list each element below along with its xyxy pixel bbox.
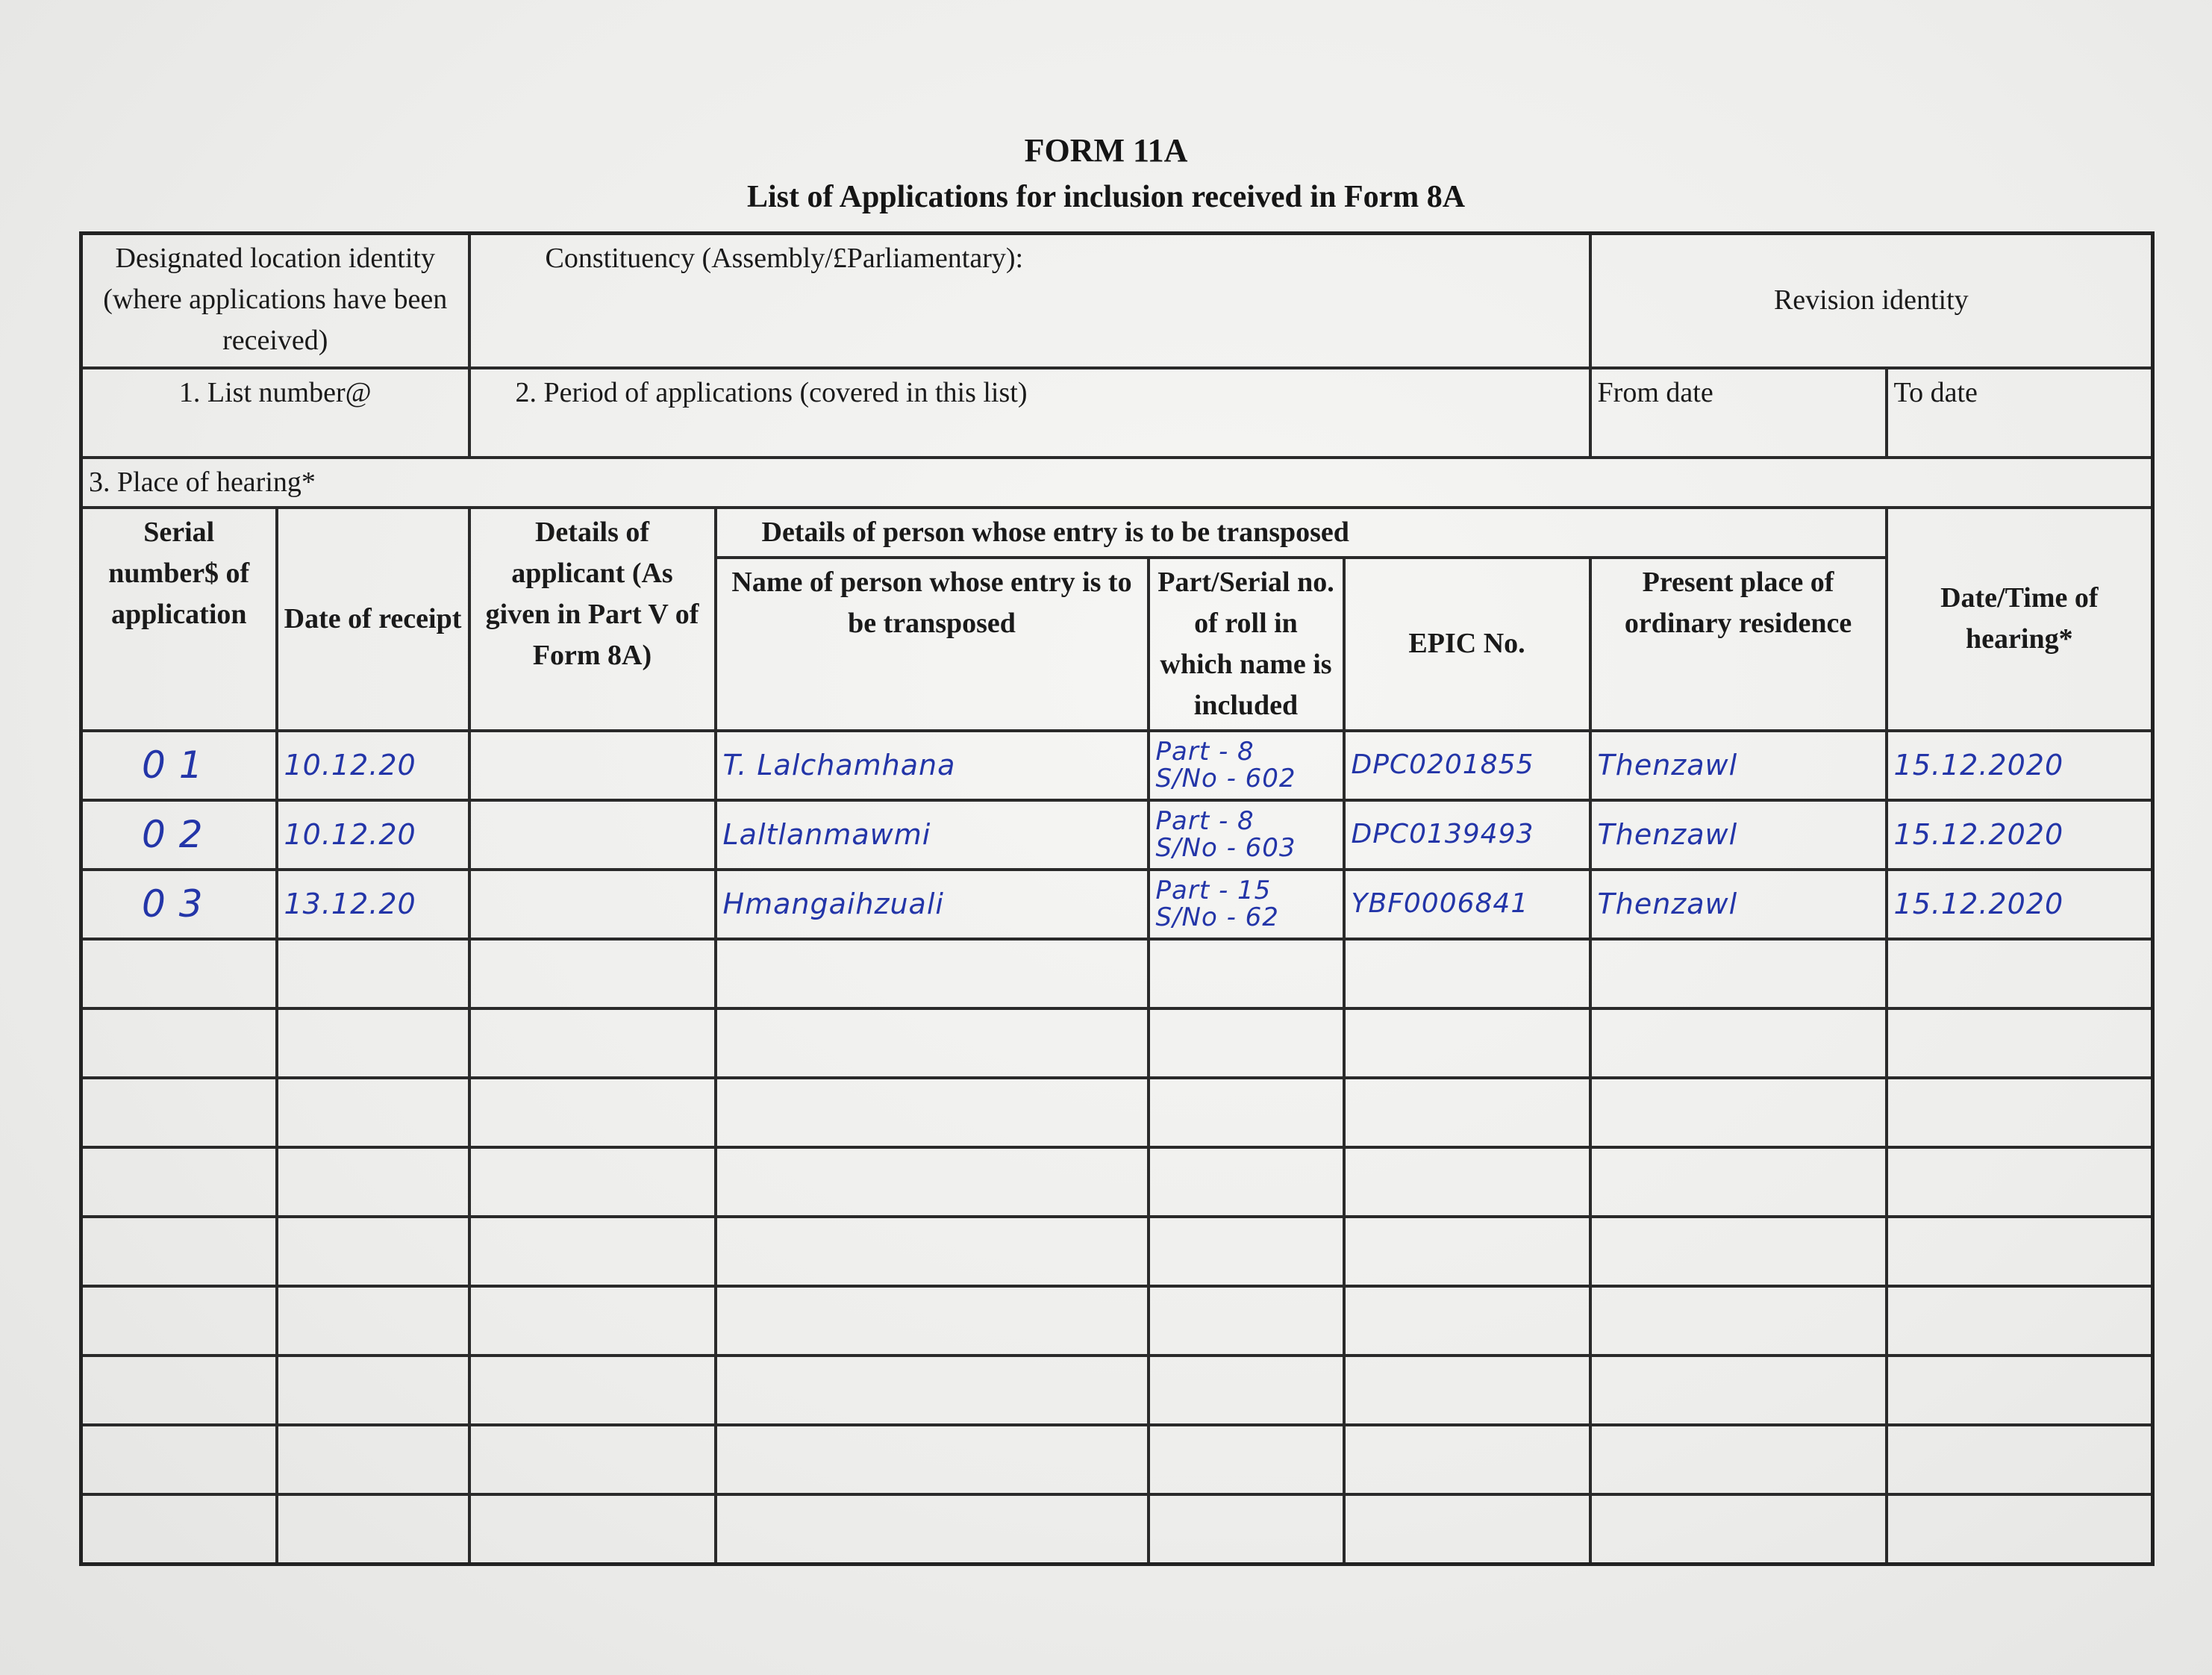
cell-name: Hmangaihzuali bbox=[716, 870, 1149, 939]
empty-row bbox=[81, 1147, 2153, 1217]
empty-row bbox=[81, 1425, 2153, 1494]
empty-row bbox=[81, 1286, 2153, 1356]
cell-date-receipt: 13.12.20 bbox=[277, 870, 469, 939]
cell-part-serial bbox=[1149, 870, 1344, 939]
empty-cell bbox=[277, 1217, 469, 1286]
empty-cell bbox=[1590, 1356, 1887, 1425]
empty-cell bbox=[1344, 1147, 1590, 1217]
serial-in-roll: S/No - 602 bbox=[1155, 763, 1296, 793]
cell-residence: Thenzawl bbox=[1590, 731, 1887, 800]
empty-cell bbox=[81, 1147, 277, 1217]
empty-cell bbox=[469, 1425, 716, 1494]
empty-cell bbox=[81, 1217, 277, 1286]
cell-serial: 01 bbox=[81, 731, 277, 800]
cell-date-receipt: 10.12.20 bbox=[277, 731, 469, 800]
constituency-label: Constituency (Assembly/£Parliamentary): bbox=[469, 234, 1590, 368]
empty-row bbox=[81, 1008, 2153, 1078]
empty-cell bbox=[1344, 1078, 1590, 1147]
empty-cell bbox=[716, 1286, 1149, 1356]
empty-cell bbox=[1887, 1286, 2153, 1356]
empty-cell bbox=[1590, 1286, 1887, 1356]
empty-cell bbox=[1149, 1286, 1344, 1356]
empty-cell bbox=[469, 1217, 716, 1286]
empty-cell bbox=[716, 1078, 1149, 1147]
empty-cell bbox=[469, 1008, 716, 1078]
cell-applicant bbox=[469, 731, 716, 800]
empty-cell bbox=[469, 1147, 716, 1217]
cell-applicant bbox=[469, 870, 716, 939]
empty-cell bbox=[469, 939, 716, 1008]
cell-residence: Thenzawl bbox=[1590, 870, 1887, 939]
table-row bbox=[81, 731, 2153, 800]
empty-cell bbox=[81, 1078, 277, 1147]
cell-epic: DPC0139493 bbox=[1344, 800, 1590, 870]
cell-hearing: 15.12.2020 bbox=[1887, 870, 2153, 939]
empty-cell bbox=[277, 1425, 469, 1494]
empty-cell bbox=[1590, 1494, 1887, 1564]
empty-cell bbox=[81, 1425, 277, 1494]
empty-cell bbox=[1887, 1008, 2153, 1078]
empty-cell bbox=[1344, 1286, 1590, 1356]
place-of-hearing-label: 3. Place of hearing* bbox=[81, 458, 2153, 508]
empty-cell bbox=[1887, 939, 2153, 1008]
empty-cell bbox=[469, 1286, 716, 1356]
empty-cell bbox=[1149, 1147, 1344, 1217]
cell-epic: YBF0006841 bbox=[1344, 870, 1590, 939]
empty-cell bbox=[81, 1008, 277, 1078]
empty-cell bbox=[1344, 1008, 1590, 1078]
col-applicant: Details of applicant (As given in Part V of Form 8A) bbox=[469, 508, 716, 731]
empty-cell bbox=[1887, 1356, 2153, 1425]
col-part-serial: Part/Serial no. of roll in which name is included bbox=[1149, 558, 1344, 731]
empty-row bbox=[81, 1356, 2153, 1425]
col-hearing: Date/Time of hearing* bbox=[1887, 508, 2153, 731]
empty-cell bbox=[1149, 939, 1344, 1008]
empty-cell bbox=[1344, 1425, 1590, 1494]
cell-epic: DPC0201855 bbox=[1344, 731, 1590, 800]
empty-cell bbox=[1887, 1425, 2153, 1494]
cell-hearing: 15.12.2020 bbox=[1887, 800, 2153, 870]
empty-row bbox=[81, 1217, 2153, 1286]
table-row bbox=[81, 800, 2153, 870]
part-number: Part - 15 bbox=[1155, 875, 1272, 905]
empty-cell bbox=[716, 1425, 1149, 1494]
empty-cell bbox=[469, 1078, 716, 1147]
empty-cell bbox=[277, 939, 469, 1008]
col-serial: Serial number$ of application bbox=[81, 508, 277, 731]
empty-cell bbox=[1590, 1078, 1887, 1147]
cell-part-serial bbox=[1149, 731, 1344, 800]
form-subtitle: List of Applications for inclusion received in Form 8A bbox=[746, 180, 1466, 214]
empty-row bbox=[81, 1078, 2153, 1147]
empty-cell bbox=[716, 939, 1149, 1008]
designated-location-label: Designated location identity (where applications have been received) bbox=[81, 234, 469, 368]
empty-row bbox=[81, 939, 2153, 1008]
empty-cell bbox=[277, 1078, 469, 1147]
empty-cell bbox=[716, 1356, 1149, 1425]
empty-cell bbox=[469, 1494, 716, 1564]
empty-cell bbox=[1590, 1217, 1887, 1286]
period-label: 2. Period of applications (covered in this list) bbox=[469, 368, 1590, 458]
cell-hearing: 15.12.2020 bbox=[1887, 731, 2153, 800]
empty-cell bbox=[1887, 1217, 2153, 1286]
cell-date-receipt: 10.12.20 bbox=[277, 800, 469, 870]
empty-cell bbox=[277, 1147, 469, 1217]
empty-cell bbox=[81, 1494, 277, 1564]
col-group-transposed: Details of person whose entry is to be transposed bbox=[716, 508, 1887, 558]
empty-cell bbox=[716, 1217, 1149, 1286]
cell-residence: Thenzawl bbox=[1590, 800, 1887, 870]
empty-cell bbox=[716, 1008, 1149, 1078]
applications-table bbox=[79, 231, 2155, 1566]
col-epic: EPIC No. bbox=[1344, 558, 1590, 731]
column-header-row-1 bbox=[81, 508, 2153, 558]
empty-cell bbox=[1590, 1147, 1887, 1217]
empty-cell bbox=[277, 1286, 469, 1356]
empty-cell bbox=[81, 1356, 277, 1425]
form-title: FORM 11A bbox=[1024, 132, 1188, 169]
empty-cell bbox=[716, 1494, 1149, 1564]
cell-applicant bbox=[469, 800, 716, 870]
cell-name: Laltlanmawmi bbox=[716, 800, 1149, 870]
revision-identity-label: Revision identity bbox=[1590, 234, 2153, 368]
empty-cell bbox=[716, 1147, 1149, 1217]
empty-cell bbox=[1149, 1425, 1344, 1494]
empty-cell bbox=[1344, 1494, 1590, 1564]
empty-cell bbox=[1590, 1008, 1887, 1078]
list-number-label: 1. List number@ bbox=[81, 368, 469, 458]
col-name: Name of person whose entry is to be transposed bbox=[716, 558, 1149, 731]
to-date-label: To date bbox=[1887, 368, 2153, 458]
header-row-3 bbox=[81, 458, 2153, 508]
empty-cell bbox=[1887, 1147, 2153, 1217]
cell-part-serial bbox=[1149, 800, 1344, 870]
part-number: Part - 8 bbox=[1155, 805, 1255, 836]
empty-cell bbox=[1149, 1356, 1344, 1425]
empty-row bbox=[81, 1494, 2153, 1564]
empty-cell bbox=[469, 1356, 716, 1425]
empty-cell bbox=[1149, 1008, 1344, 1078]
empty-cell bbox=[1149, 1494, 1344, 1564]
empty-cell bbox=[1590, 939, 1887, 1008]
header-row-2 bbox=[81, 368, 2153, 458]
empty-cell bbox=[277, 1356, 469, 1425]
empty-cell bbox=[81, 1286, 277, 1356]
empty-cell bbox=[1887, 1494, 2153, 1564]
serial-in-roll: S/No - 62 bbox=[1155, 902, 1279, 932]
empty-cell bbox=[81, 939, 277, 1008]
empty-cell bbox=[1149, 1078, 1344, 1147]
empty-cell bbox=[1344, 1356, 1590, 1425]
header-row-1 bbox=[81, 234, 2153, 368]
table-row bbox=[81, 870, 2153, 939]
empty-cell bbox=[277, 1494, 469, 1564]
part-number: Part - 8 bbox=[1155, 736, 1255, 767]
empty-cell bbox=[1344, 1217, 1590, 1286]
empty-cell bbox=[1590, 1425, 1887, 1494]
empty-cell bbox=[1887, 1078, 2153, 1147]
empty-cell bbox=[1344, 939, 1590, 1008]
from-date-label: From date bbox=[1590, 368, 1887, 458]
cell-serial: 03 bbox=[81, 870, 277, 939]
col-date-receipt: Date of receipt bbox=[277, 508, 469, 731]
cell-name: T. Lalchamhana bbox=[716, 731, 1149, 800]
empty-cell bbox=[277, 1008, 469, 1078]
col-residence: Present place of ordinary residence bbox=[1590, 558, 1887, 731]
cell-serial: 02 bbox=[81, 800, 277, 870]
serial-in-roll: S/No - 603 bbox=[1155, 832, 1296, 863]
empty-cell bbox=[1149, 1217, 1344, 1286]
